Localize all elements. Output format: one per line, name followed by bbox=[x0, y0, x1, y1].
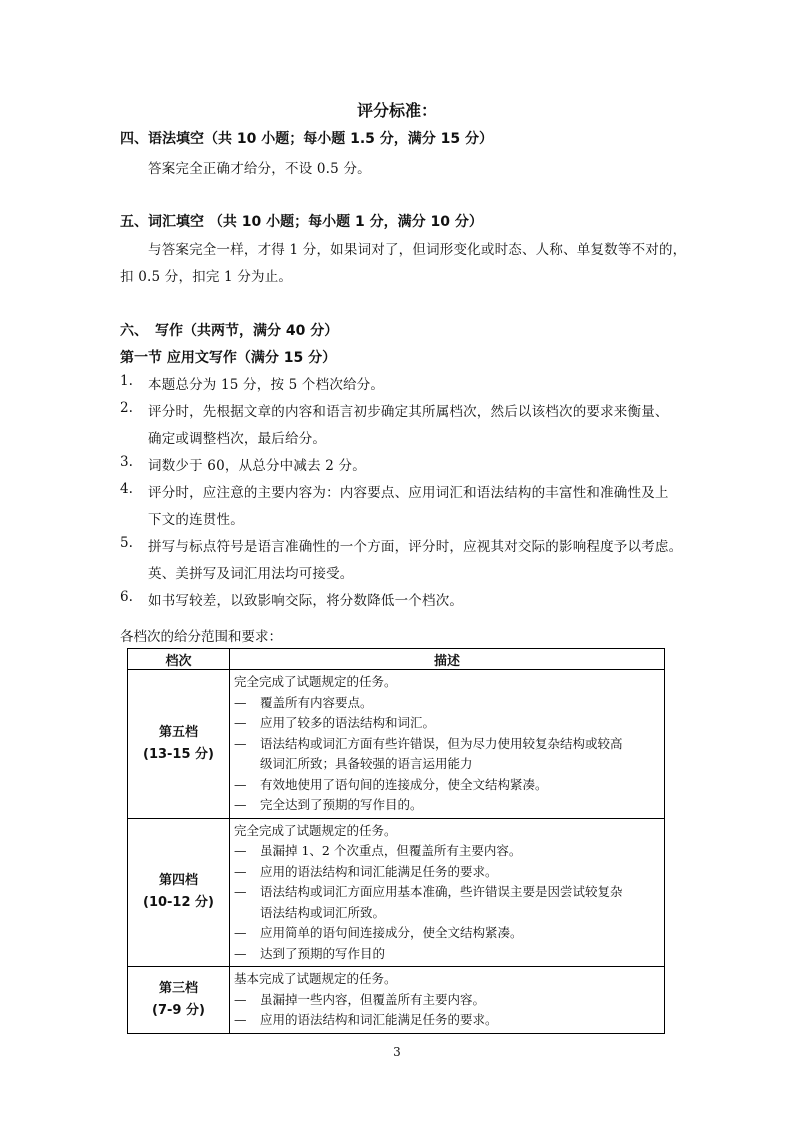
description-point-text: 应用简单的语句间连接成分，使全文结构紧凑。 bbox=[260, 925, 523, 940]
description-point-text: 应用的语法结构和词汇能满足任务的要求。 bbox=[260, 863, 498, 879]
level-name: 第三档 bbox=[158, 980, 198, 996]
description-point bbox=[234, 923, 660, 944]
description-point bbox=[234, 795, 660, 816]
description-point bbox=[234, 734, 660, 755]
table-row bbox=[128, 818, 665, 967]
dash-bullet: — bbox=[234, 735, 247, 751]
description-point-text: 语法结构或词汇方面应用基本准确，些许错误主要是因尝试较复杂 bbox=[260, 884, 623, 899]
description-cell bbox=[230, 818, 665, 967]
level-name: 第四档 bbox=[158, 873, 198, 889]
description-point bbox=[234, 882, 660, 903]
section-6-heading: 六、 写作（共两节，满分 40 分） bbox=[120, 323, 339, 339]
page-title: 评分标准： bbox=[356, 101, 437, 120]
page-number: 3 bbox=[393, 1045, 401, 1059]
description-point-text: 完全达到了预期的写作目的。 bbox=[260, 797, 423, 812]
description-intro: 基本完成了试题规定的任务。 bbox=[234, 971, 397, 986]
description-point-text: 语法结构或词汇方面有些许错误，但为尽力使用较复杂结构或较高 bbox=[260, 735, 623, 751]
list-item-number: 2. bbox=[120, 400, 133, 416]
table-row bbox=[128, 967, 665, 1034]
column-header-description: 描述 bbox=[230, 649, 665, 670]
description-point-text: 有效地使用了语句间的连接成分，使全文结构紧凑。 bbox=[260, 776, 548, 792]
description-point-text: 达到了预期的写作目的 bbox=[260, 945, 386, 961]
list-item-text: 评分时，先根据文章的内容和语言初步确定其所属档次，然后以该档次的要求来衡量、 bbox=[148, 404, 669, 420]
description-point bbox=[234, 990, 660, 1011]
level-name: 第五档 bbox=[158, 724, 198, 740]
table-caption: 各档次的给分范围和要求： bbox=[120, 629, 282, 645]
level-cell bbox=[128, 818, 230, 967]
level-cell bbox=[128, 670, 230, 819]
description-intro: 完全完成了试题规定的任务。 bbox=[234, 674, 397, 689]
list-item-number: 4. bbox=[120, 481, 133, 497]
dash-bullet: — bbox=[234, 797, 247, 812]
list-item-text: 词数少于 60，从总分中减去 2 分。 bbox=[148, 458, 366, 474]
description-point bbox=[234, 1010, 660, 1031]
description-point-text: 虽漏掉一些内容，但覆盖所有主要内容。 bbox=[260, 991, 486, 1007]
list-item-text: 评分时，应注意的主要内容为：内容要点、应用词汇和语法结构的丰富性和准确性及上 bbox=[148, 485, 669, 501]
description-point-continuation: 级词汇所致；具备较强的语言运用能力 bbox=[260, 756, 473, 771]
list-item-text: 确定或调整档次，最后给分。 bbox=[148, 431, 327, 447]
list-item-text: 下文的连贯性。 bbox=[148, 512, 244, 528]
dash-bullet: — bbox=[234, 843, 247, 858]
section-6-subheading: 第一节 应用文写作（满分 15 分） bbox=[120, 350, 337, 366]
list-item-text: 如书写较差，以致影响交际，将分数降低一个档次。 bbox=[148, 593, 464, 609]
dash-bullet: — bbox=[234, 715, 247, 730]
section-5-text-line2: 扣 0.5 分，扣完 1 分为止。 bbox=[120, 269, 293, 285]
level-score-range: (10-12 分) bbox=[143, 895, 214, 911]
dash-bullet: — bbox=[234, 694, 247, 710]
table-row bbox=[128, 670, 665, 819]
section-5-text-line1: 与答案完全一样，才得 1 分，如果词对了，但词形变化或时态、人称、单复数等不对的， bbox=[148, 242, 687, 258]
description-intro: 完全完成了试题规定的任务。 bbox=[234, 822, 397, 838]
description-cell bbox=[230, 670, 665, 819]
dash-bullet: — bbox=[234, 884, 247, 899]
description-point bbox=[234, 944, 660, 965]
description-point bbox=[234, 775, 660, 796]
description-point-text: 虽漏掉 1、2 个次重点，但覆盖所有主要内容。 bbox=[260, 843, 522, 858]
section-4-text: 答案完全正确才给分，不设 0.5 分。 bbox=[148, 161, 371, 177]
level-score-range: (13-15 分) bbox=[143, 746, 214, 762]
description-point bbox=[234, 862, 660, 883]
section-5-heading: 五、词汇填空 （共 10 小题；每小题 1 分，满分 10 分） bbox=[120, 214, 483, 230]
description-point bbox=[234, 841, 660, 862]
list-item-number: 5. bbox=[120, 535, 133, 551]
list-item-text: 拼写与标点符号是语言准确性的一个方面，评分时，应视其对交际的影响程度予以考虑。 bbox=[148, 539, 683, 555]
description-cell bbox=[230, 967, 665, 1034]
list-item-text: 英、美拼写及词汇用法均可接受。 bbox=[148, 566, 354, 582]
column-header-level: 档次 bbox=[128, 649, 230, 670]
list-item-number: 3. bbox=[120, 454, 133, 470]
description-point-text: 覆盖所有内容要点。 bbox=[260, 694, 373, 710]
scoring-table bbox=[127, 648, 665, 1034]
description-point-text: 应用的语法结构和词汇能满足任务的要求。 bbox=[260, 1012, 498, 1027]
dash-bullet: — bbox=[234, 991, 247, 1007]
table-body bbox=[128, 670, 665, 1034]
dash-bullet: — bbox=[234, 776, 247, 792]
dash-bullet: — bbox=[234, 925, 247, 940]
table-header-row bbox=[128, 649, 665, 670]
section-4-heading: 四、语法填空（共 10 小题；每小题 1.5 分，满分 15 分） bbox=[120, 131, 494, 147]
description-point bbox=[234, 713, 660, 734]
list-item-number: 1. bbox=[120, 373, 133, 389]
description-point-continuation: 语法结构或词汇所致。 bbox=[260, 904, 386, 920]
list-item-number: 6. bbox=[120, 589, 133, 605]
dash-bullet: — bbox=[234, 1012, 247, 1027]
level-score-range: (7-9 分) bbox=[152, 1002, 205, 1018]
dash-bullet: — bbox=[234, 945, 247, 961]
description-point-text: 应用了较多的语法结构和词汇。 bbox=[260, 715, 436, 730]
list-item-text: 本题总分为 15 分，按 5 个档次给分。 bbox=[148, 377, 385, 393]
dash-bullet: — bbox=[234, 863, 247, 879]
level-cell bbox=[128, 967, 230, 1034]
description-point bbox=[234, 693, 660, 714]
